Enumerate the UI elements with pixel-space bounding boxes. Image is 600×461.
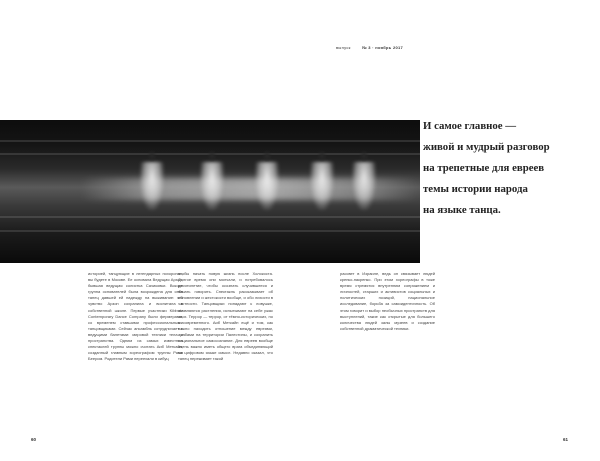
pull-quote-line: живой и мудрый разговор bbox=[423, 141, 550, 153]
page-number-right: 61 bbox=[563, 437, 569, 442]
pull-quote-line: темы истории народа bbox=[423, 183, 528, 195]
issue-label: № 3 · ноябрь 2017 bbox=[362, 45, 404, 50]
pull-quote-line: на трепетные для евреев bbox=[423, 162, 545, 174]
body-column-3: рассвет в Израиле, ведь он связывает людей крепко-накрепко. При этом хореографы в тоже время стремятся внутренним сопряжением и личностей, старших и активистов социальных и политических позиций, национальное исследование, борьба за самоидентичность. Об этом говорит и выбор необычных пространств для выступлений, такие как открытые для большего количества людей залы музеев и создание собственной драматической техники. bbox=[340, 271, 435, 331]
section-label: выпуск bbox=[336, 45, 351, 50]
pull-quote-line: И самое главное — bbox=[423, 120, 517, 132]
dancers-photo bbox=[0, 120, 420, 263]
pull-quote-line: на языке танца. bbox=[423, 204, 501, 216]
body-column-1: историей, танцующие в легендарных похоронах, вы будете в Москве. Ее основала Ведущая Арзон, бывшая ведущая солистка Сачиковки. Вскоре группа основателей была возрождена для себя танец давшей ей надежду на выживание: это чувство Арзон сохранила и воспитала в собственной школе. Первые участники Kibbutz Contemporary Dance Company были фермерами, со временем ставшими профессиональными танцовщиками. Сейчас ансамбль сотрудничает с ведущими балетами: мировой техники тела и пространства. Одним из самых известных спектаклей труппы можно считать Аиб Меткайн, созданный главным хореографом труппы Рами Беером. Родители Рами переехали в кибуц bbox=[88, 271, 183, 362]
running-header bbox=[336, 45, 413, 50]
pull-quote bbox=[423, 116, 593, 221]
body-column-2: чтобы начать новую жизнь после Холокоста. Долгое время они молчали, и потребовалось десятилетие, чтобы осознать случившееся и начать говорить. Спектакль рассказывает об обновлении и жестокости вообще, и обо лихости в частности. Танцовщики попадают к ловушке, появляются растления, испытывают на себе ужас эпох. Террор — террор, от тёмно-исторических, но и современного. Аиб Меткайн ещё и том, как важно находить отношение между евреями, арабами на территории Палестины, и сохранить национальное самосознание. Для евреев вообще очень важно иметь общего врага объединяющий на цифровом языке смысл. Недавно сказал, что танец переживает такой bbox=[178, 271, 273, 362]
page-number-left: 60 bbox=[31, 437, 37, 442]
